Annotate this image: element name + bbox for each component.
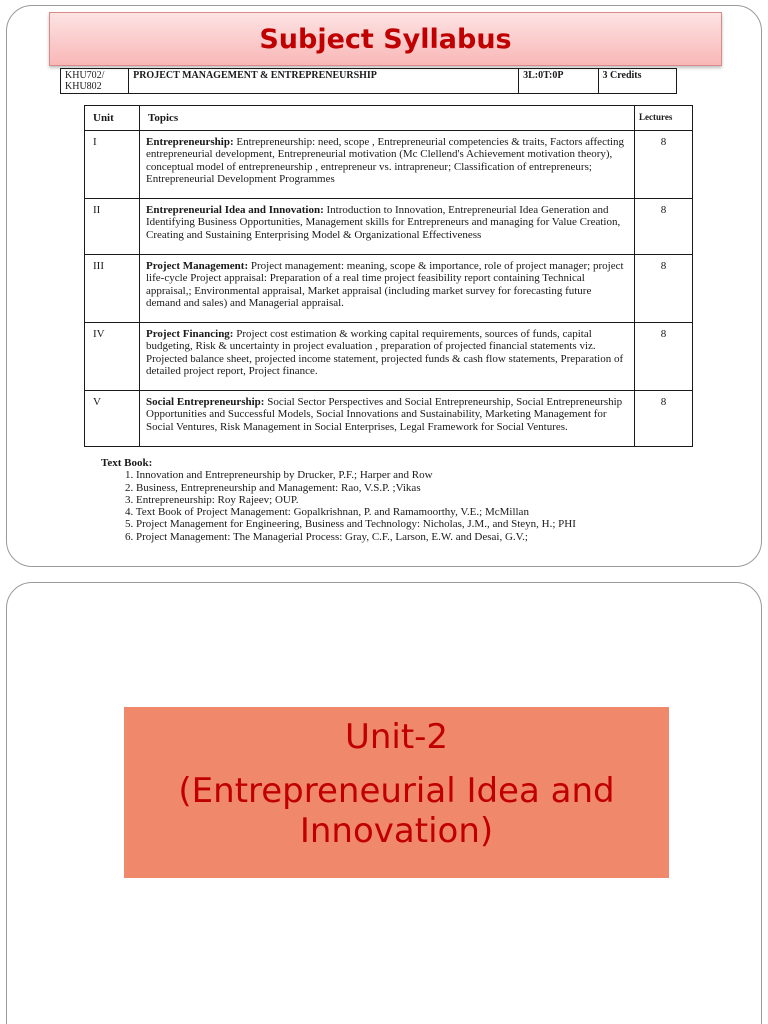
unit-topics [140,391,635,447]
course-header-row [61,69,677,94]
list-item: 5. Project Management for Engineering, Business and Technology: Nicholas, J.M., and Steyn, H.; PHI [125,518,576,531]
slide-subject-syllabus [6,5,762,567]
textbook-title: Text Book: [101,457,153,469]
course-ltp: 3L:0T:0P [519,69,598,94]
topic-heading: Entrepreneurial Idea and Innovation: [146,204,324,216]
list-item: 2. Business, Entrepreneurship and Management: Rao, V.S.P. ;Vikas [125,481,421,494]
topic-heading: Entrepreneurship: [146,136,234,148]
unit-number: III [85,255,140,323]
list-item: 1. Innovation and Entrepreneurship by Drucker, P.F.; Harper and Row [125,469,433,482]
lecture-count: 8 [635,199,693,255]
list-item: 4. Text Book of Project Management: Gopalkrishnan, P. and Ramamoorthy, V.E.; McMillan [125,506,529,519]
textbook-list [101,469,721,543]
unit-topics [140,131,635,199]
unit-number: I [85,131,140,199]
topic-text: Project management: meaning, scope & importance, role of project manager; project life-cycle Project appraisal: Preparation of a real time project feasibility report containing Technical appraisal,; Environmental appraisal, Market appraisal (including market survey for forecasting future demand and sales) and Managerial appraisal. [146,260,624,310]
unit-topics [140,199,635,255]
column-header-topics: Topics [140,106,635,131]
unit-number: V [85,391,140,447]
table-row [85,323,693,391]
unit-topics [140,323,635,391]
table-row [85,255,693,323]
course-credits: 3 Credits [598,69,676,94]
unit-title: Unit-2 [344,717,449,757]
syllabus-table [84,105,693,447]
topic-heading: Project Management: [146,260,249,272]
course-code: KHU702/ KHU802 [61,69,129,94]
topic-text: Social Sector Perspectives and Social Entrepreneurship, Social Entrepreneurship Opportunities and Successful Models, Social Innovations and Sustainability, Marketing Management for Social Ventures, Risk Management in Social Enterprises, Legal Framework for Social Ventures. [146,396,623,433]
topic-text: Introduction to Innovation, Entrepreneurial Idea Generation and Identifying Business Opportunities, Management skills for Entrepreneurs and managing for Value Creation, Creating and Sustaining Enterprising Model & Organizational Effectiveness [146,204,621,241]
topic-heading: Project Financing: [146,328,234,340]
unit-number: IV [85,323,140,391]
lecture-count: 8 [635,391,693,447]
table-row [85,391,693,447]
list-item: 6. Project Management: The Managerial Process: Gray, C.F., Larson, E.W. and Desai, G.V.; [125,530,528,543]
column-header-lectures: Lectures [635,106,693,131]
topic-text: Entrepreneurship: need, scope , Entrepreneurial competencies & traits, Factors affecting entrepreneurial development, Entrepreneurial motivation (Mc Clellend's Achievement motivation theory), conceptual model of entrepreneurship , entrepreneur vs. intrapreneur; Classification of entrepreneurs; Entrepreneurial Development Programmes [146,136,625,186]
topic-heading: Social Entrepreneurship: [146,396,265,408]
course-subject: PROJECT MANAGEMENT & ENTREPRENEURSHIP [129,69,519,94]
slide-unit-2 [6,582,762,1024]
lecture-count: 8 [635,255,693,323]
lecture-count: 8 [635,323,693,391]
slide-title: Subject Syllabus [49,12,722,66]
unit-topics [140,255,635,323]
course-header-table [60,68,677,94]
textbook-section [101,457,721,543]
list-item: 3. Entrepreneurship: Roy Rajeev; OUP. [125,493,299,506]
syllabus-header-row [85,106,693,131]
table-row [85,199,693,255]
unit-number: II [85,199,140,255]
table-row [85,131,693,199]
column-header-unit: Unit [85,106,140,131]
unit-subtitle: (Entrepreneurial Idea and Innovation) [178,771,615,851]
lecture-count: 8 [635,131,693,199]
unit-title-box [124,707,669,878]
topic-text: Project cost estimation & working capital requirements, sources of funds, capital budgeting, Risk & uncertainty in project evaluation , preparation of projected financial statements viz. Projected balance sheet, projected income statement, projected funds & cash flow statements, Preparation of detailed project report, Project finance. [146,328,624,378]
